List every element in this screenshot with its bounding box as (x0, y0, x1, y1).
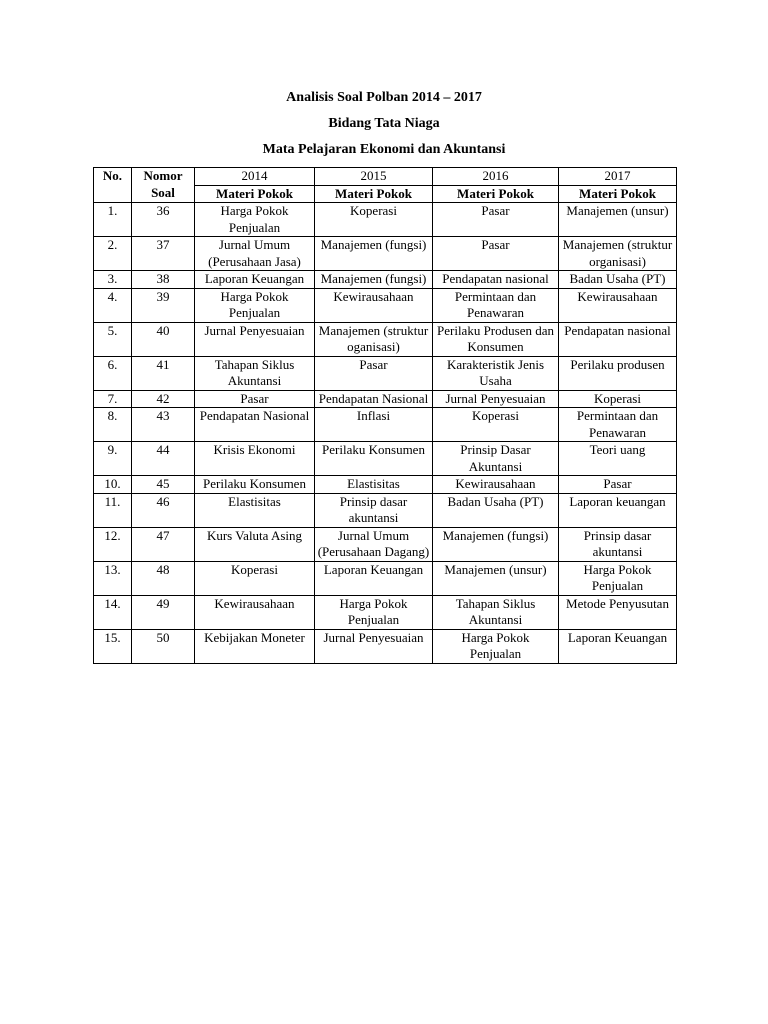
cell-2017: Badan Usaha (PT) (559, 271, 677, 289)
cell-no: 13. (94, 561, 132, 595)
table-row (94, 271, 677, 289)
cell-2014: Krisis Ekonomi (195, 442, 315, 476)
cell-2017: Prinsip dasar akuntansi (559, 527, 677, 561)
cell-2016: Permintaan dan Penawaran (433, 288, 559, 322)
cell-2017: Koperasi (559, 390, 677, 408)
cell-2014: Jurnal Penyesuaian (195, 322, 315, 356)
cell-2015: Pendapatan Nasional (315, 390, 433, 408)
cell-2017: Kewirausahaan (559, 288, 677, 322)
cell-2015: Perilaku Konsumen (315, 442, 433, 476)
cell-2014: Harga Pokok Penjualan (195, 288, 315, 322)
cell-2016: Kewirausahaan (433, 476, 559, 494)
header-year-2017: 2017 (559, 168, 677, 186)
table-row (94, 561, 677, 595)
cell-2014: Laporan Keuangan (195, 271, 315, 289)
table-row (94, 237, 677, 271)
cell-2016: Koperasi (433, 408, 559, 442)
table-row (94, 288, 677, 322)
cell-2015: Manajemen (struktur oganisasi) (315, 322, 433, 356)
table-row (94, 356, 677, 390)
cell-nomor-soal: 46 (132, 493, 195, 527)
cell-2014: Tahapan Siklus Akuntansi (195, 356, 315, 390)
cell-nomor-soal: 45 (132, 476, 195, 494)
cell-2017: Teori uang (559, 442, 677, 476)
cell-2014: Pendapatan Nasional (195, 408, 315, 442)
table-body (94, 203, 677, 664)
table-row (94, 408, 677, 442)
cell-no: 9. (94, 442, 132, 476)
cell-nomor-soal: 37 (132, 237, 195, 271)
document-title: Analisis Soal Polban 2014 – 2017 (286, 90, 482, 105)
cell-no: 2. (94, 237, 132, 271)
cell-no: 15. (94, 629, 132, 663)
cell-nomor-soal: 38 (132, 271, 195, 289)
cell-2014: Perilaku Konsumen (195, 476, 315, 494)
cell-2015: Manajemen (fungsi) (315, 271, 433, 289)
cell-2014: Pasar (195, 390, 315, 408)
cell-2017: Pasar (559, 476, 677, 494)
cell-2014: Harga Pokok Penjualan (195, 203, 315, 237)
cell-2017: Laporan keuangan (559, 493, 677, 527)
cell-nomor-soal: 39 (132, 288, 195, 322)
table-header (94, 168, 677, 203)
header-no: No. (94, 168, 132, 203)
cell-2016: Tahapan Siklus Akuntansi (433, 595, 559, 629)
analysis-table (93, 167, 677, 664)
header-year-2016: 2016 (433, 168, 559, 186)
cell-no: 7. (94, 390, 132, 408)
table-row (94, 476, 677, 494)
cell-2016: Pasar (433, 203, 559, 237)
table-row (94, 322, 677, 356)
cell-no: 6. (94, 356, 132, 390)
cell-2014: Kewirausahaan (195, 595, 315, 629)
cell-2017: Permintaan dan Penawaran (559, 408, 677, 442)
cell-2015: Jurnal Umum (Perusahaan Dagang) (315, 527, 433, 561)
cell-nomor-soal: 50 (132, 629, 195, 663)
header-materi-pokok: Materi Pokok (315, 185, 433, 203)
cell-2016: Jurnal Penyesuaian (433, 390, 559, 408)
cell-2015: Koperasi (315, 203, 433, 237)
cell-2016: Perilaku Produsen dan Konsumen (433, 322, 559, 356)
cell-no: 12. (94, 527, 132, 561)
cell-2017: Laporan Keuangan (559, 629, 677, 663)
cell-2014: Kurs Valuta Asing (195, 527, 315, 561)
cell-nomor-soal: 42 (132, 390, 195, 408)
cell-2015: Harga Pokok Penjualan (315, 595, 433, 629)
cell-no: 10. (94, 476, 132, 494)
header-nomor-soal: Nomor Soal (132, 168, 195, 203)
cell-2017: Pendapatan nasional (559, 322, 677, 356)
cell-2016: Manajemen (unsur) (433, 561, 559, 595)
cell-2016: Harga Pokok Penjualan (433, 629, 559, 663)
cell-nomor-soal: 41 (132, 356, 195, 390)
cell-no: 11. (94, 493, 132, 527)
cell-2017: Perilaku produsen (559, 356, 677, 390)
cell-nomor-soal: 44 (132, 442, 195, 476)
document-subtitle: Bidang Tata Niaga (328, 116, 440, 131)
cell-nomor-soal: 47 (132, 527, 195, 561)
header-year-2014: 2014 (195, 168, 315, 186)
table-row (94, 390, 677, 408)
header-materi-pokok: Materi Pokok (433, 185, 559, 203)
cell-no: 14. (94, 595, 132, 629)
cell-2016: Badan Usaha (PT) (433, 493, 559, 527)
cell-2015: Manajemen (fungsi) (315, 237, 433, 271)
document-subject: Mata Pelajaran Ekonomi dan Akuntansi (262, 142, 506, 157)
cell-2014: Koperasi (195, 561, 315, 595)
table-row (94, 203, 677, 237)
cell-2015: Prinsip dasar akuntansi (315, 493, 433, 527)
cell-2014: Jurnal Umum (Perusahaan Jasa) (195, 237, 315, 271)
cell-nomor-soal: 36 (132, 203, 195, 237)
cell-no: 8. (94, 408, 132, 442)
cell-2015: Kewirausahaan (315, 288, 433, 322)
table-row (94, 527, 677, 561)
cell-2016: Prinsip Dasar Akuntansi (433, 442, 559, 476)
cell-no: 1. (94, 203, 132, 237)
cell-2016: Pasar (433, 237, 559, 271)
cell-2015: Laporan Keuangan (315, 561, 433, 595)
header-row-years (94, 168, 677, 186)
cell-nomor-soal: 48 (132, 561, 195, 595)
cell-2015: Inflasi (315, 408, 433, 442)
cell-2017: Harga Pokok Penjualan (559, 561, 677, 595)
cell-2015: Jurnal Penyesuaian (315, 629, 433, 663)
cell-2015: Elastisitas (315, 476, 433, 494)
cell-2014: Elastisitas (195, 493, 315, 527)
cell-2015: Pasar (315, 356, 433, 390)
cell-2017: Manajemen (struktur organisasi) (559, 237, 677, 271)
cell-no: 3. (94, 271, 132, 289)
cell-nomor-soal: 49 (132, 595, 195, 629)
cell-2016: Manajemen (fungsi) (433, 527, 559, 561)
cell-2017: Manajemen (unsur) (559, 203, 677, 237)
table-row (94, 595, 677, 629)
cell-nomor-soal: 40 (132, 322, 195, 356)
cell-2017: Metode Penyusutan (559, 595, 677, 629)
table-row (94, 493, 677, 527)
header-year-2015: 2015 (315, 168, 433, 186)
table-row (94, 442, 677, 476)
cell-2014: Kebijakan Moneter (195, 629, 315, 663)
cell-no: 4. (94, 288, 132, 322)
cell-2016: Karakteristik Jenis Usaha (433, 356, 559, 390)
cell-nomor-soal: 43 (132, 408, 195, 442)
header-materi-pokok: Materi Pokok (195, 185, 315, 203)
table-row (94, 629, 677, 663)
cell-2016: Pendapatan nasional (433, 271, 559, 289)
header-materi-pokok: Materi Pokok (559, 185, 677, 203)
cell-no: 5. (94, 322, 132, 356)
